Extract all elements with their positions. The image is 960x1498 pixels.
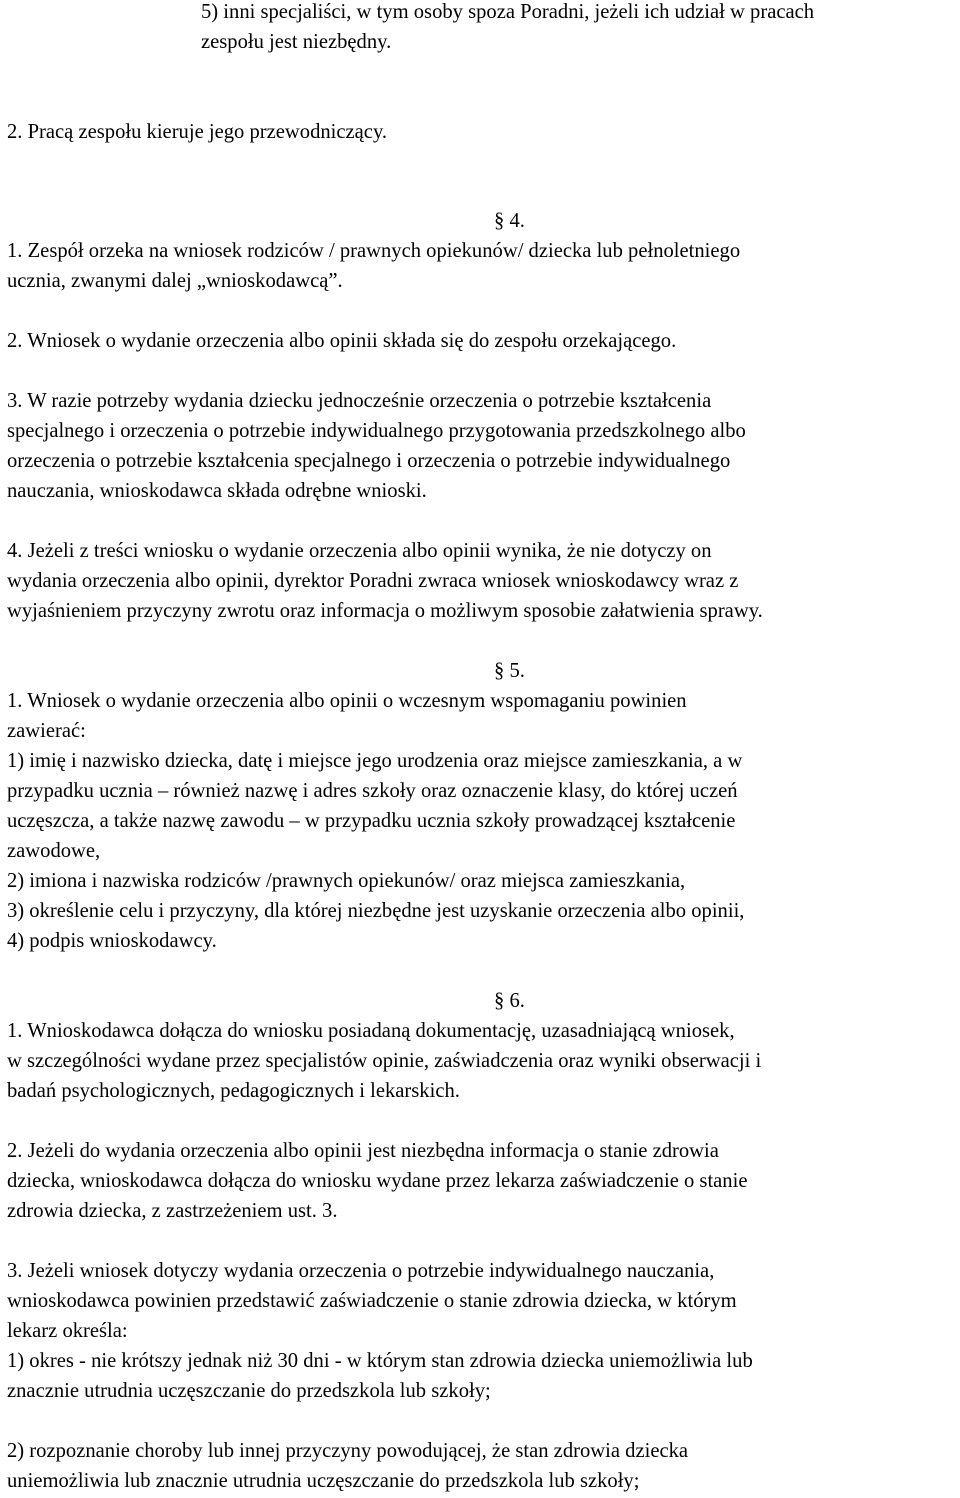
section-6-paragraph-1-line-2: w szczególności wydane przez specjalistów opinie, zaświadczenia oraz wyniki obserwacji i: [7, 1050, 762, 1072]
section-4-paragraph-4: 4. Jeżeli z treści wniosku o wydanie orzeczenia albo opinii wynika, że nie dotyczy on: [7, 540, 712, 562]
section-5-item-4: 4) podpis wnioskodawcy.: [7, 930, 217, 952]
section-5-item-2: 2) imiona i nazwiska rodziców /prawnych opiekunów/ oraz miejsca zamieszkania,: [7, 870, 686, 892]
section-6-paragraph-3-line-2: wnioskodawca powinien przedstawić zaświadczenie o stanie zdrowia dziecka, w którym: [7, 1290, 737, 1312]
section-6-paragraph-1: 1. Wnioskodawca dołącza do wniosku posiadaną dokumentację, uzasadniającą wniosek,: [7, 1020, 735, 1042]
list-item-5-continued: zespołu jest niezbędny.: [201, 31, 392, 53]
paragraph-2-chair: 2. Pracą zespołu kieruje jego przewodniczący.: [7, 121, 388, 143]
section-heading-6: § 6.: [494, 990, 525, 1012]
section-6-item-1-line-2: znacznie utrudnia uczęszczanie do przedszkola lub szkoły;: [7, 1380, 491, 1402]
section-5-item-3: 3) określenie celu i przyczyny, dla której niezbędne jest uzyskanie orzeczenia albo opinii,: [7, 900, 745, 922]
section-6-paragraph-1-line-3: badań psychologicznych, pedagogicznych i lekarskich.: [7, 1080, 460, 1102]
section-6-item-2-line-2: uniemożliwia lub znacznie utrudnia uczęszczanie do przedszkola lub szkoły;: [7, 1470, 640, 1492]
section-6-paragraph-3: 3. Jeżeli wniosek dotyczy wydania orzeczenia o potrzebie indywidualnego nauczania,: [7, 1260, 715, 1282]
section-5-item-1-line-2: przypadku ucznia – również nazwę i adres szkoły oraz oznaczenie klasy, do której uczeń: [7, 780, 738, 802]
section-4-paragraph-1: 1. Zespół orzeka na wniosek rodziców / prawnych opiekunów/ dziecka lub pełnoletniego: [7, 240, 741, 262]
section-5-paragraph-1: 1. Wniosek o wydanie orzeczenia albo opinii o wczesnym wspomaganiu powinien: [7, 690, 687, 712]
section-6-item-2: 2) rozpoznanie choroby lub innej przyczyny powodującej, że stan zdrowia dziecka: [7, 1440, 689, 1462]
section-6-paragraph-2-line-2: dziecka, wnioskodawca dołącza do wniosku wydane przez lekarza zaświadczenie o stanie: [7, 1170, 748, 1192]
section-6-paragraph-3-line-3: lekarz określa:: [7, 1320, 128, 1342]
section-heading-5: § 5.: [494, 660, 525, 682]
section-4-paragraph-3: 3. W razie potrzeby wydania dziecku jednocześnie orzeczenia o potrzebie kształcenia: [7, 390, 712, 412]
section-4-paragraph-4-line-2: wydania orzeczenia albo opinii, dyrektor Poradni zwraca wniosek wnioskodawcy wraz z: [7, 570, 739, 592]
section-4-paragraph-3-line-4: nauczania, wnioskodawca składa odrębne wnioski.: [7, 480, 427, 502]
section-4-paragraph-1-continued: ucznia, zwanymi dalej „wnioskodawcą”.: [7, 270, 343, 292]
section-heading-4: § 4.: [494, 210, 525, 232]
section-5-item-1: 1) imię i nazwisko dziecka, datę i miejsce jego urodzenia oraz miejsce zamieszkania, a w: [7, 750, 743, 772]
section-5-item-1-line-3: uczęszcza, a także nazwę zawodu – w przypadku ucznia szkoły prowadzącej kształcenie: [7, 810, 736, 832]
section-5-paragraph-1-line-2: zawierać:: [7, 720, 86, 742]
section-4-paragraph-3-line-2: specjalnego i orzeczenia o potrzebie indywidualnego przygotowania przedszkolnego albo: [7, 420, 746, 442]
section-6-paragraph-2: 2. Jeżeli do wydania orzeczenia albo opinii jest niezbędna informacja o stanie zdrowia: [7, 1140, 719, 1162]
section-6-paragraph-2-line-3: zdrowia dziecka, z zastrzeżeniem ust. 3.: [7, 1200, 338, 1222]
section-4-paragraph-4-line-3: wyjaśnieniem przyczyny zwrotu oraz informacja o możliwym sposobie załatwienia sprawy.: [7, 600, 763, 622]
section-4-paragraph-2: 2. Wniosek o wydanie orzeczenia albo opinii składa się do zespołu orzekającego.: [7, 330, 677, 352]
section-4-paragraph-3-line-3: orzeczenia o potrzebie kształcenia specjalnego i orzeczenia o potrzebie indywidualnego: [7, 450, 731, 472]
section-6-item-1: 1) okres - nie krótszy jednak niż 30 dni - w którym stan zdrowia dziecka uniemożliwia lub: [7, 1350, 753, 1372]
section-5-item-1-line-4: zawodowe,: [7, 840, 101, 862]
list-item-5: 5) inni specjaliści, w tym osoby spoza Poradni, jeżeli ich udział w pracach: [201, 1, 815, 23]
